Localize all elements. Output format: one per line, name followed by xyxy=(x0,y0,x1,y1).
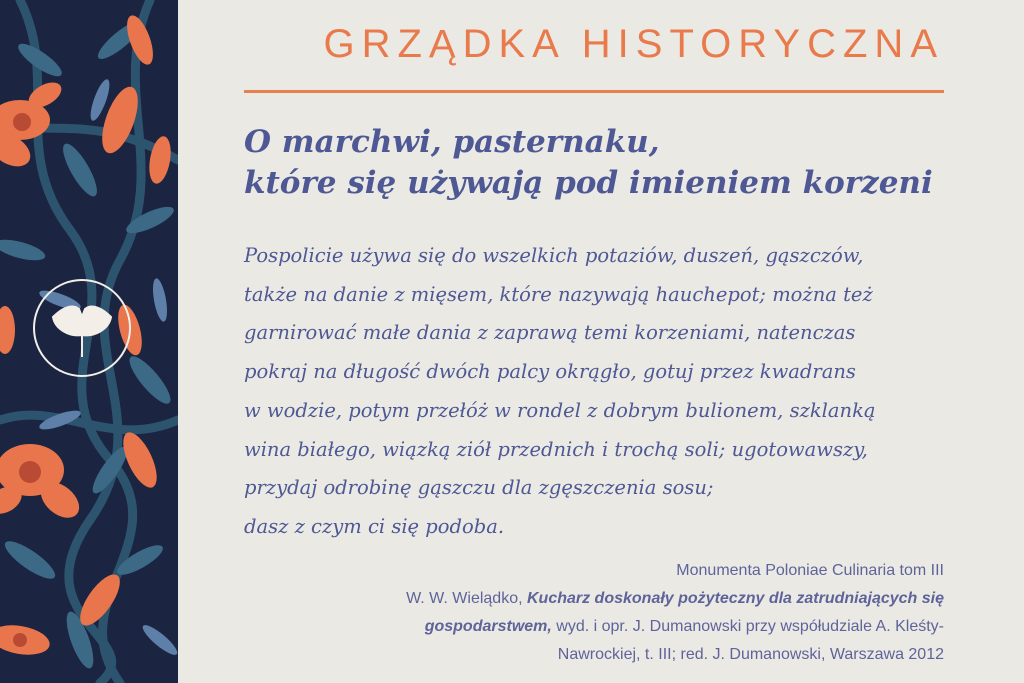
citation-book-title-cont: gospodarstwem, xyxy=(424,618,552,635)
citation-line-3 xyxy=(244,613,944,641)
citation-book-title: Kucharz doskonały pożyteczny dla zatrudniających się xyxy=(526,590,944,607)
article-body xyxy=(244,237,944,547)
body-line: przydaj odrobinę gąszczu dla zgęszczenia sosu; xyxy=(244,476,714,500)
article-title xyxy=(244,122,944,204)
body-line: pokraj na długość dwóch palcy okrągło, gotuj przez kwadrans xyxy=(244,360,856,384)
citation-line-2 xyxy=(244,585,944,613)
heading-divider xyxy=(244,90,944,93)
citation-publication: Nawrockiej, t. III; red. J. Dumanowski, Warszawa 2012 xyxy=(557,646,944,663)
source-citation xyxy=(244,557,944,669)
body-line: garnirować małe dania z zaprawą temi korzeniami, natenczas xyxy=(244,321,856,345)
body-line: wina białego, wiązką ziół przednich i trochą soli; ugotowawszy, xyxy=(244,437,868,461)
body-line: także na danie z mięsem, które nazywają hauchepot; można też xyxy=(244,282,873,306)
citation-author: W. W. Wielądko, xyxy=(406,590,527,607)
article-title-line-1: O marchwi, pasternaku, xyxy=(244,124,660,160)
body-line: Pospolicie używa się do wszelkich potaziów, duszeń, gąszczów, xyxy=(244,244,864,267)
section-heading: GRZĄDKA HISTORYCZNA xyxy=(323,22,944,66)
body-line: w wodzie, potym przełóż w rondel z dobrym bulionem, szklanką xyxy=(244,398,876,422)
article-title-line-2: które się używają pod imieniem korzeni xyxy=(244,165,933,201)
citation-editor: wyd. i opr. J. Dumanowski przy współudziale A. Kleśty- xyxy=(551,618,944,635)
ginkgo-leaf-icon xyxy=(49,295,115,361)
body-line: dasz z czym ci się podoba. xyxy=(244,514,505,538)
floral-pattern-panel xyxy=(0,0,178,683)
emblem-badge xyxy=(33,279,131,377)
citation-series: Monumenta Poloniae Culinaria tom III xyxy=(676,562,944,579)
